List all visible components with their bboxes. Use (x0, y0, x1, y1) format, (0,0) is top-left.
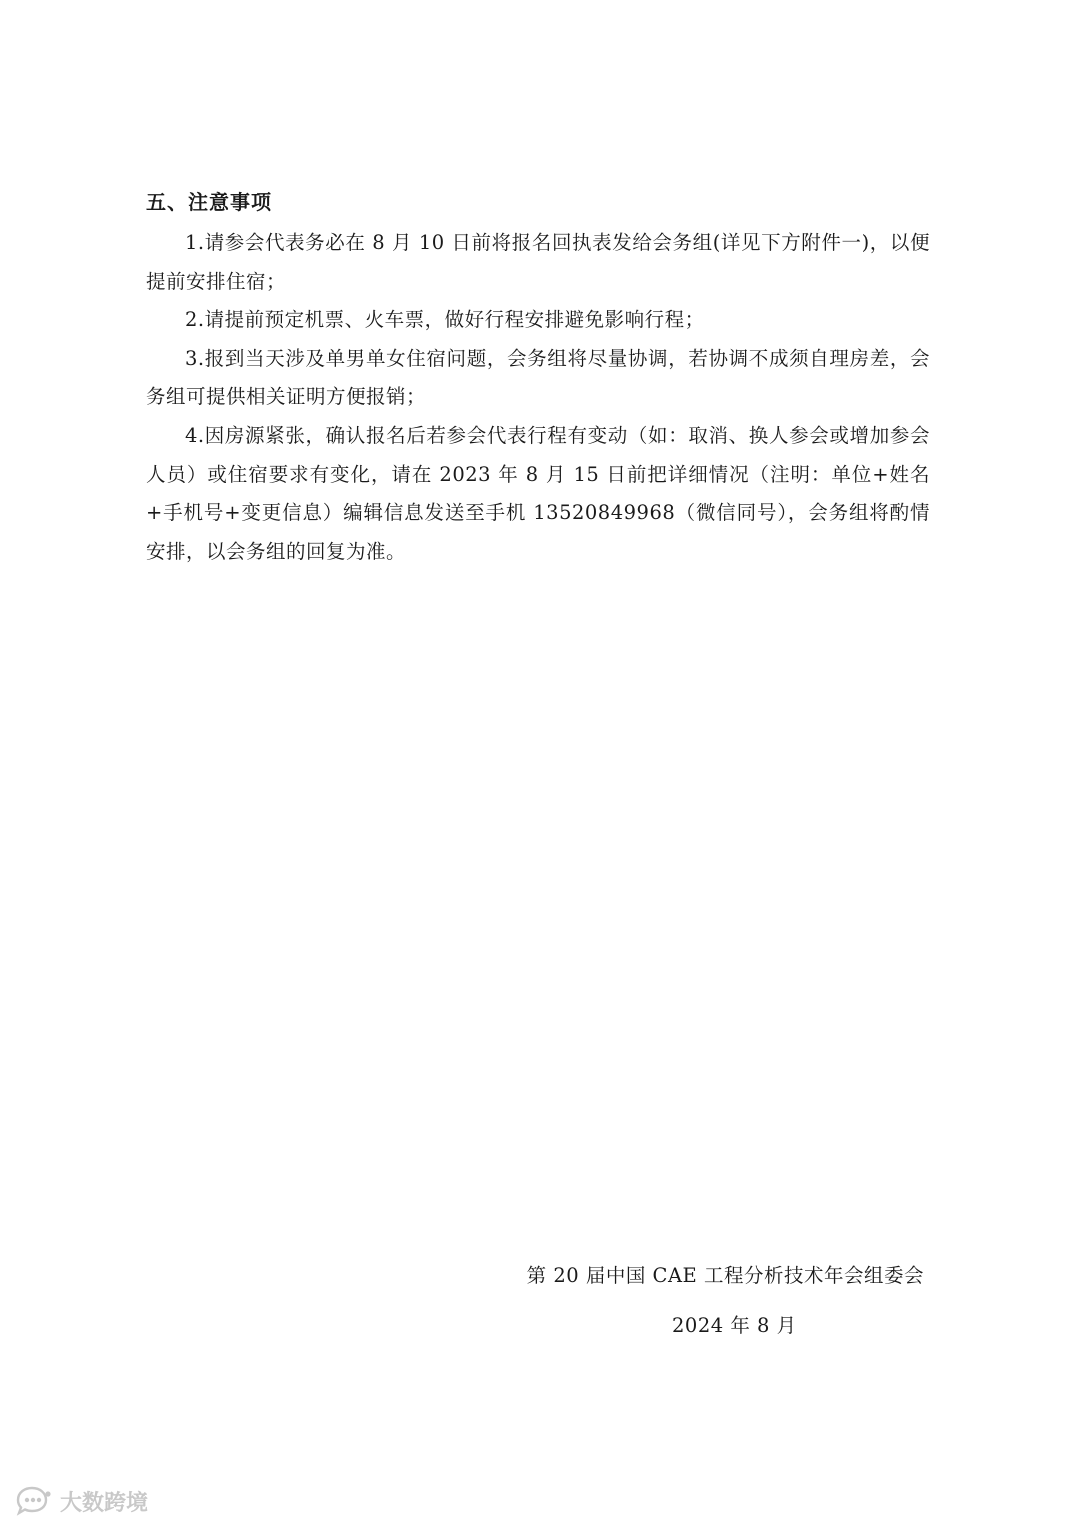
section-heading: 五、注意事项 (146, 190, 272, 214)
signature-organization: 第 20 届中国 CAE 工程分析技术年会组委会 (526, 1264, 924, 1287)
notice-item-3: 3.报到当天涉及单男单女住宿问题，会务组将尽量协调，若协调不成须自理房差，会务组可提供相关证明方便报销； (146, 346, 930, 409)
notice-item-4: 4.因房源紧张，确认报名后若参会代表行程有变动（如：取消、换人参会或增加参会人员）或住宿要求有变化，请在 2023 年 8 月 15 日前把详细情况（注明：单位+姓名+手机号+变更信息）编辑信息发送至手机 13520849968（微信同号），会务组将酌情安排，以会务组的回复为准。 (146, 423, 930, 563)
notice-body (146, 224, 930, 571)
watermark (14, 1484, 148, 1518)
chat-bubble-logo-icon (14, 1486, 54, 1516)
watermark-text: 大数跨境 (60, 1490, 149, 1516)
notice-item-2: 2.请提前预定机票、火车票，做好行程安排避免影响行程； (185, 308, 705, 332)
notice-item-1: 1.请参会代表务必在 8 月 10 日前将报名回执表发给会务组(详见下方附件一)，以便提前安排住宿； (146, 231, 930, 293)
signature-date: 2024 年 8 月 (672, 1314, 797, 1337)
